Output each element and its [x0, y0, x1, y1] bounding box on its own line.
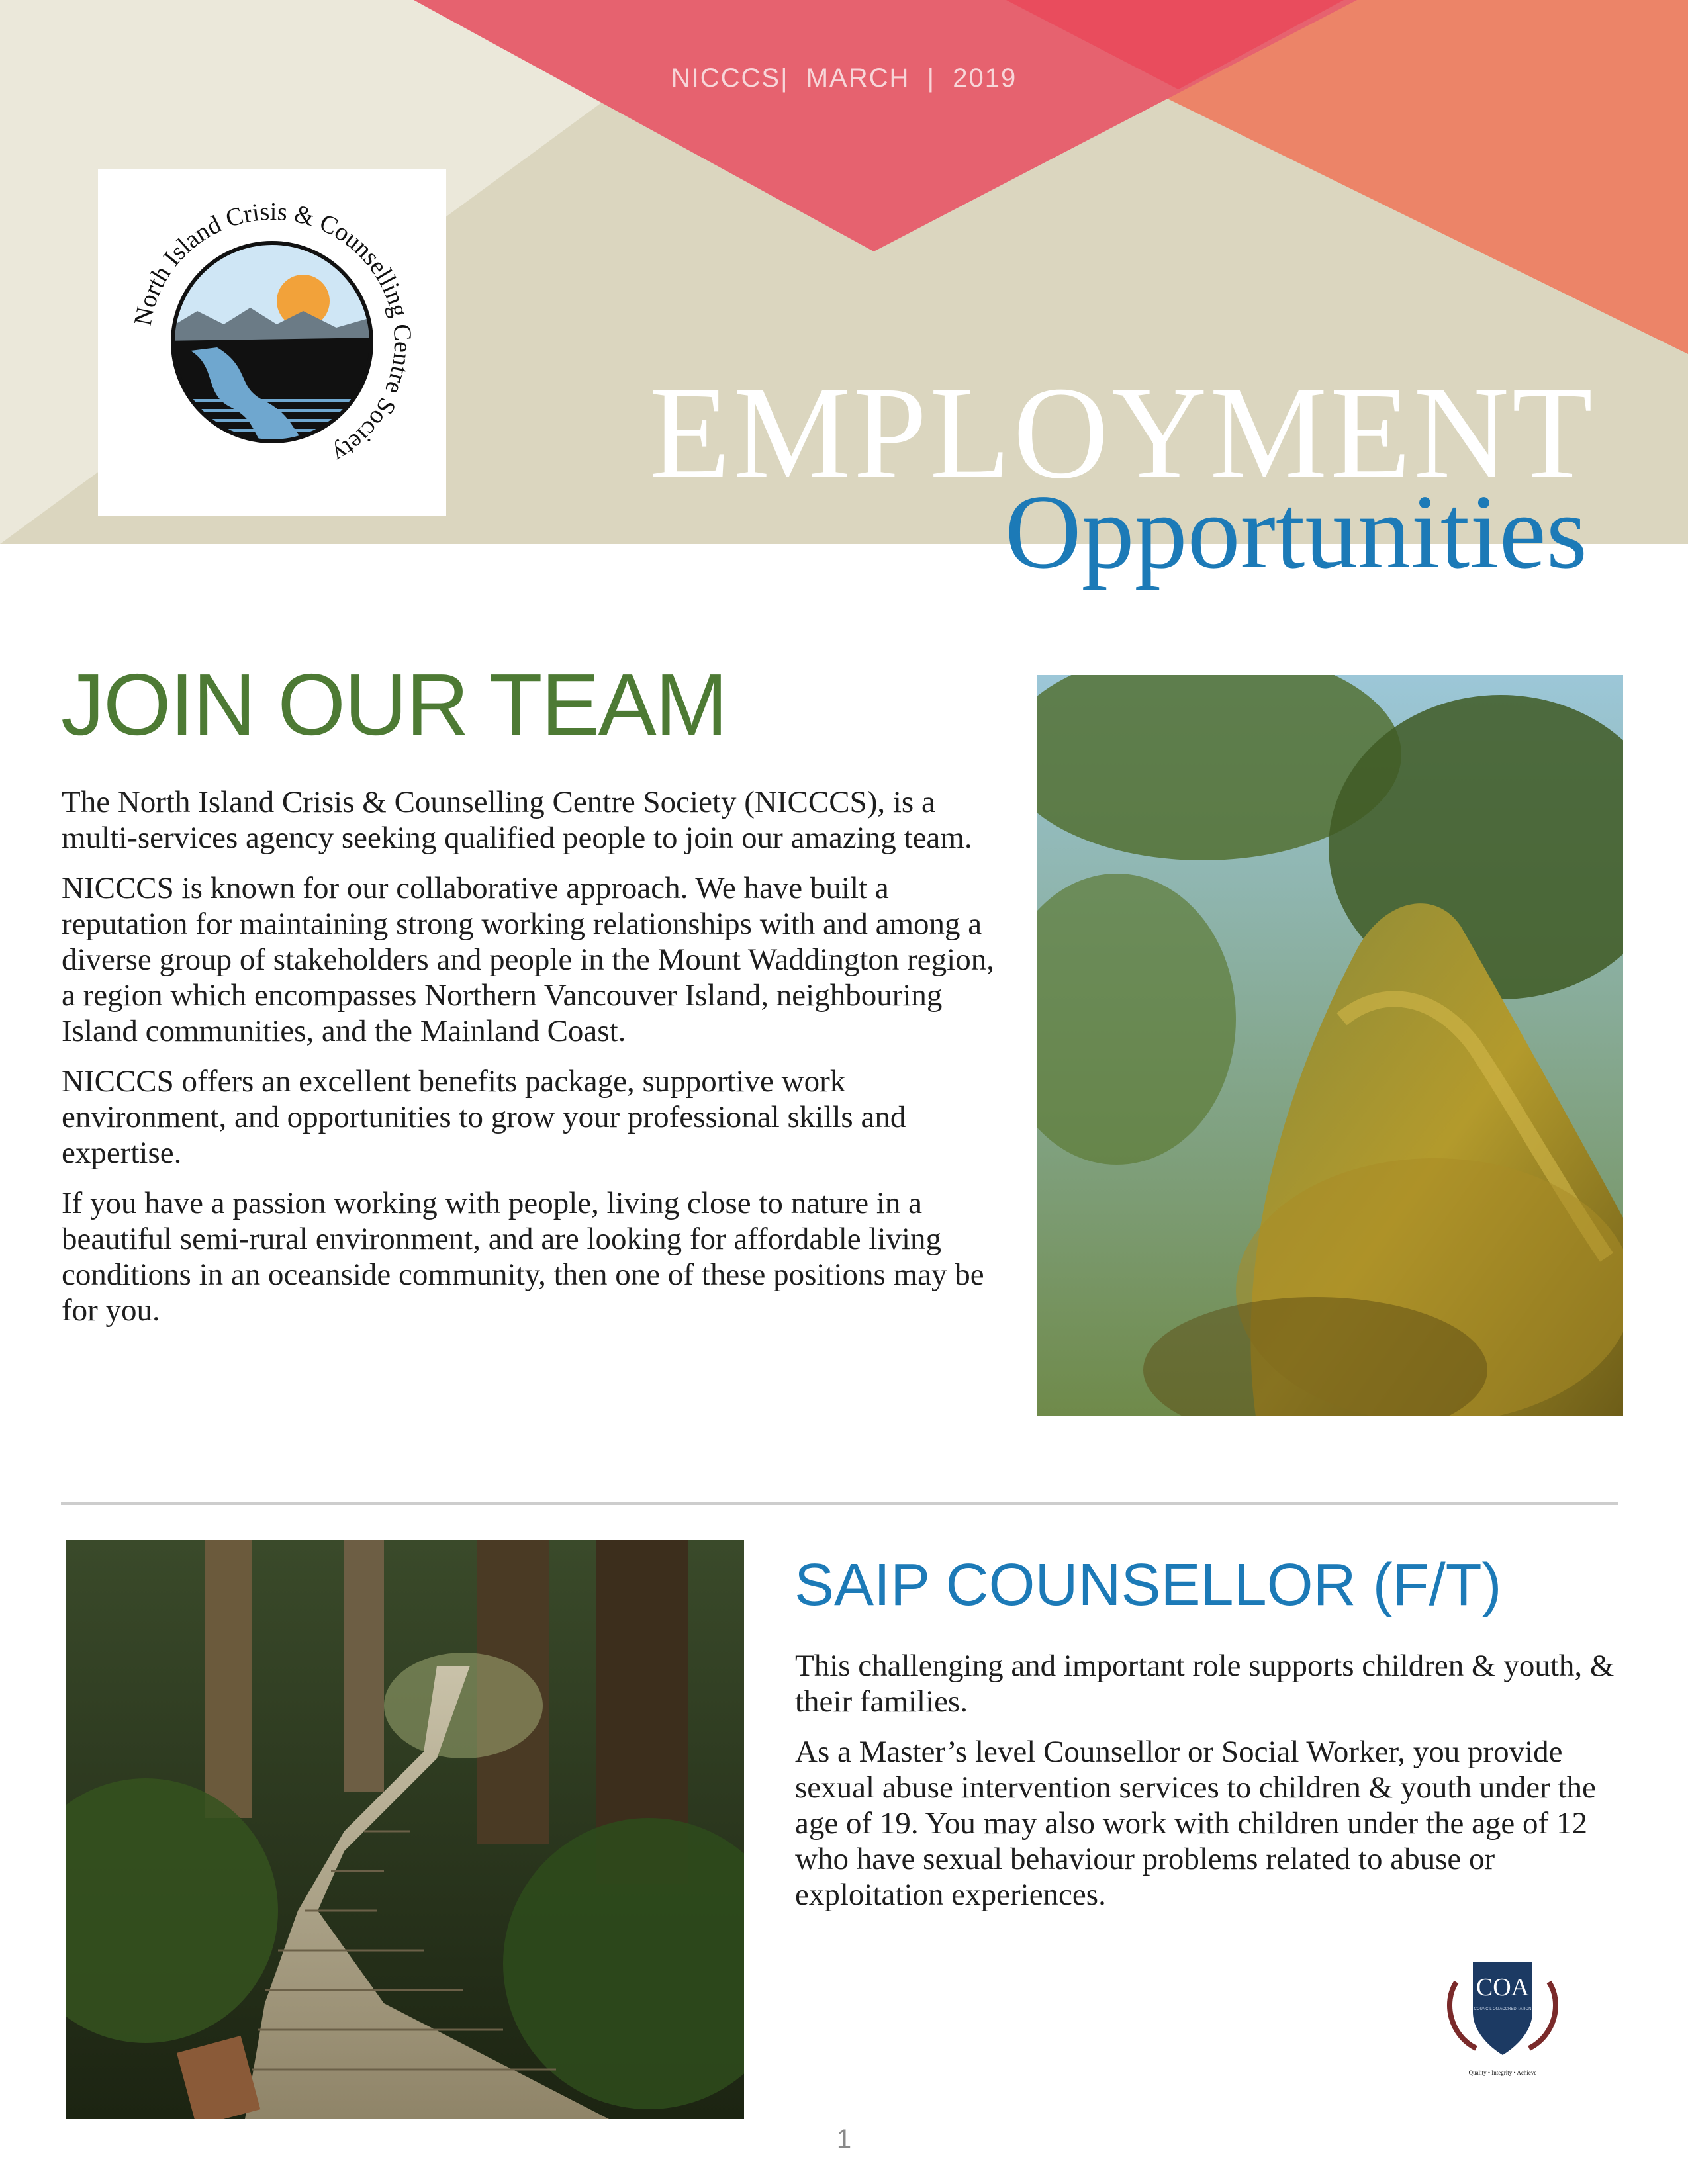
section-divider [61, 1502, 1618, 1505]
coa-letters: COA [1476, 1974, 1530, 2001]
saip-paragraph: As a Master’s level Counsellor or Social Worker, you provide sexual abuse intervention services to children & youth under the age of 19. You may also work with children under the age of 12 who have sexual behaviour problems related to abuse or exploitation experiences. [795, 1735, 1596, 1912]
intro-paragraph: NICCCS offers an excellent benefits package, supportive work environment, and opportunities to grow your professional skills and expertise. [62, 1064, 906, 1170]
coa-accreditation-badge [1436, 1949, 1569, 2088]
intro-paragraph: If you have a passion working with people, living close to nature in a beautiful semi-rural environment, and are looking for affordable living conditions in an oceanside community, then one of these positions may be for you. [62, 1186, 984, 1328]
intro-paragraph: NICCCS is known for our collaborative approach. We have built a reputation for maintaining strong working relationships with and among a diverse group of stakeholders and people in the Mount Waddington region, a region which encompasses Northern Vancouver Island, neighbouring Island communities, and the Mainland Coast. [62, 871, 994, 1048]
issue-meta: NICCCS| MARCH | 2019 [671, 64, 1017, 93]
title-opportunities: Opportunities [1005, 473, 1587, 590]
title-employment: EMPLOYMENT [649, 360, 1595, 506]
forest-boardwalk-photo [66, 1540, 744, 2119]
organization-logo [98, 169, 446, 516]
intro-text [62, 784, 1002, 1343]
page-number: 1 [836, 2124, 852, 2154]
coa-name: COUNCIL ON ACCREDITATION [1474, 2007, 1532, 2011]
saip-paragraph: This challenging and important role supports children & youth, & their families. [795, 1649, 1615, 1719]
saip-description [795, 1648, 1629, 1927]
logo-ring-text: North Island Crisis & Counselling Centre Society [128, 197, 417, 469]
coa-motto: Quality • Integrity • Achieve [1468, 2070, 1537, 2076]
intro-paragraph: The North Island Crisis & Counselling Centre Society (NICCCS), is a multi-services agency seeking qualified people to join our amazing team. [62, 785, 972, 855]
saip-counsellor-heading: SAIP COUNSELLOR (F/T) [794, 1552, 1502, 1618]
moss-tree-photo [1037, 675, 1623, 1416]
join-our-team-heading: JOIN OUR TEAM [61, 656, 727, 753]
